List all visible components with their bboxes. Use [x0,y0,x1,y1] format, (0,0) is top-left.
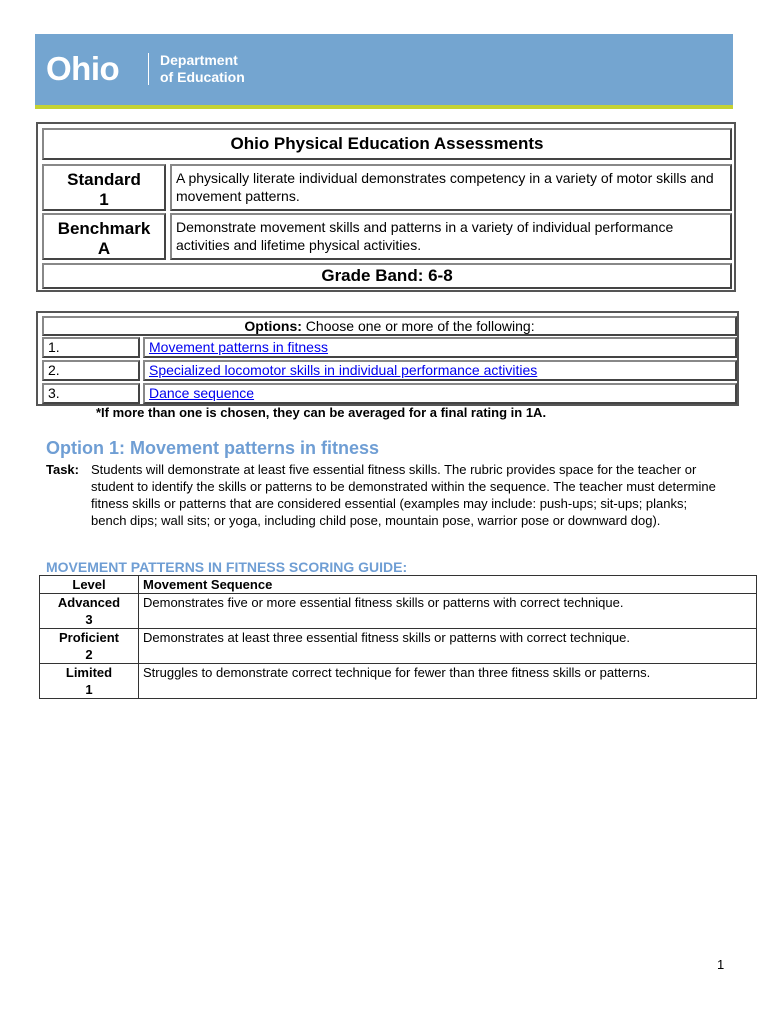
level-cell [40,629,139,664]
level-column-header: Level [40,576,139,594]
options-header [42,316,737,336]
level-description: Struggles to demonstrate correct technique for fewer than three fitness skills or patterns. [139,664,757,699]
averaging-note: *If more than one is chosen, they can be averaged for a final rating in 1A. [96,405,547,420]
option-link-dance-sequence[interactable]: Dance sequence [143,383,737,404]
benchmark-letter: A [97,239,111,258]
scoring-guide-heading: MOVEMENT PATTERNS IN FITNESS SCORING GUIDE: [46,559,408,575]
grade-band: Grade Band: 6-8 [42,263,732,289]
dept-line-1: Department [160,52,238,68]
level-description: Demonstrates five or more essential fitness skills or patterns with correct technique. [139,594,757,629]
task-label: Task: [46,462,79,477]
standard-label: Standard [67,170,141,189]
standard-number: 1 [99,190,109,209]
assessment-title: Ohio Physical Education Assessments [42,128,732,160]
option-number: 3. [42,383,140,404]
scoring-table [39,575,757,699]
level-score: 3 [85,612,93,627]
level-name: Limited [65,665,113,680]
benchmark-label-cell [42,213,166,260]
option-link-movement-patterns[interactable]: Movement patterns in fitness [143,337,737,358]
benchmark-text: Demonstrate movement skills and patterns in a variety of individual performance activities and lifetime physical activities. [170,213,732,260]
options-table [36,311,739,406]
department-name [160,52,245,86]
option-link-locomotor-skills[interactable]: Specialized locomotor skills in individual performance activities [143,360,737,381]
option-number: 1. [42,337,140,358]
level-description: Demonstrates at least three essential fitness skills or patterns with correct technique. [139,629,757,664]
level-score: 2 [85,647,93,662]
standard-label-cell [42,164,166,211]
option1-heading: Option 1: Movement patterns in fitness [46,438,380,458]
level-score: 1 [85,682,93,697]
table-row [40,664,757,699]
standard-text: A physically literate individual demonstrates competency in a variety of motor skills and movement patterns. [170,164,732,211]
table-row [40,629,757,664]
level-cell [40,664,139,699]
benchmark-label: Benchmark [57,219,151,238]
level-name: Proficient [59,630,119,645]
table-header-row [40,576,757,594]
level-cell [40,594,139,629]
dept-line-2: of Education [160,69,245,85]
options-header-text: Choose one or more of the following: [301,318,535,334]
assessment-table [36,122,736,292]
task-block [46,461,726,529]
header-banner [35,34,733,105]
level-name: Advanced [57,595,121,610]
sequence-column-header: Movement Sequence [139,576,757,594]
task-text: Students will demonstrate at least five essential fitness skills. The rubric provides space for the teacher or student to identify the skills or patterns to be demonstrated within the sequence. The teacher must determine fitness skills or patterns that are considered essential (examples may include: push-ups; sit-ups; planks; bench dips; wall sits; or yoga, including child pose, mountain pose, warrior pose or downward dog). [91,462,716,528]
logo-divider [148,53,149,85]
page-number: 1 [717,957,725,972]
header-stripe [35,105,733,109]
option-number: 2. [42,360,140,381]
ohio-logo: Ohio [46,50,120,87]
table-row [40,594,757,629]
options-header-bold: Options: [244,318,302,334]
